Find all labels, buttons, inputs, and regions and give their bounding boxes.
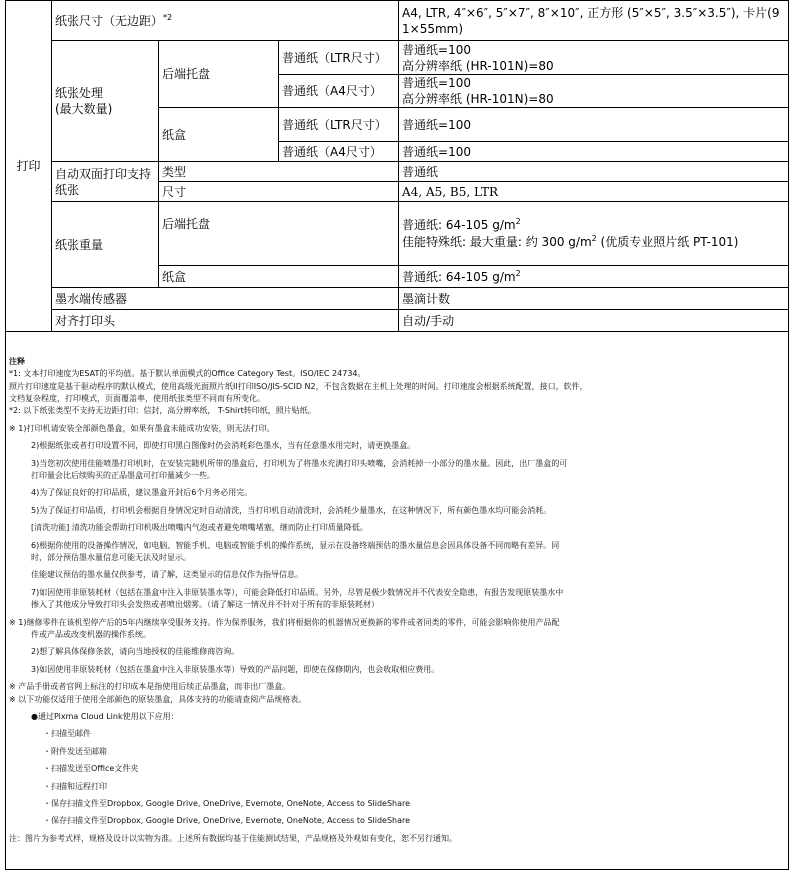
note-line: ・扫描至邮件 <box>43 729 91 739</box>
weight-rear-label: 后端托盘 <box>159 202 399 266</box>
note-line: ・扫描发送至Office文件夹 <box>43 764 139 774</box>
cass-a4-label: 普通纸（A4尺寸） <box>279 142 399 162</box>
plain-ltr-label: 普通纸（LTR尺寸） <box>279 41 399 75</box>
row-duplex-type <box>6 162 789 182</box>
note-line: 佳能建议预估的墨水量仅供参考，请了解，这类显示的信息仅作为指导信息。 <box>31 570 303 580</box>
plain-a4-label: 普通纸（A4尺寸） <box>279 75 399 108</box>
note-line: 6)根据你使用的设备操作情况，如电脑、智能手机、电脑或智能手机的操作系统，显示在设备终端预估的墨水量信息会因具体设备不同而略有差异。同 <box>31 540 560 550</box>
note-line: ●通过Pixma Cloud Link使用以下应用： <box>31 712 179 722</box>
spec-table <box>5 0 789 870</box>
note-line: ※ 1)打印机请安装全部颜色墨盒，如果有墨盒未能成功安装，则无法打印。 <box>9 423 275 433</box>
note-line: 5)为了保证打印品质，打印机会根据自身情况定时自动清洗，当打印机自动清洗时，会消耗少量墨水，在这种情况下，所有颜色墨水均可能会消耗。 <box>31 505 552 515</box>
note-line: 文档复杂程度，打印模式，页面覆盖率，使用纸张类型不同而有所变化。 <box>9 393 265 403</box>
rear-tray-label: 后端托盘 <box>159 41 279 108</box>
note-line: 件或产品或改变机器的操作系统。 <box>31 630 151 640</box>
note-line: ・保存扫描文件至Dropbox, Google Drive, OneDrive, Evernote, OneNote, Access to SlideShare <box>43 799 411 809</box>
row-ink-sensor <box>6 288 789 310</box>
cassette-label: 纸盒 <box>159 108 279 162</box>
row-paper-size <box>6 1 789 41</box>
category-print: 打印 <box>6 1 52 332</box>
duplex-label: 自动双面打印支持纸张 <box>52 162 159 202</box>
align-label: 对齐打印头 <box>52 310 399 332</box>
row-weight-rear <box>6 202 789 266</box>
note-line: *2: 以下纸张类型不支持无边距打印：信封，高分辨率纸， T-Shirt转印纸，照片贴纸。 <box>9 406 316 416</box>
note-line: ・扫描和远程打印 <box>43 781 107 791</box>
paper-handling-label: 纸张处理 (最大数量) <box>52 41 159 162</box>
ink-sensor-label: 墨水端传感器 <box>52 288 399 310</box>
duplex-type-label: 类型 <box>159 162 399 182</box>
note-line: 3)当您初次使用佳能喷墨打印机时，在安装完随机所带的墨盒后，打印机为了将墨水充满打印头喷嘴，会消耗掉一小部分的墨水量。因此，出厂墨盒的可 <box>31 458 568 468</box>
note-line: 注：图片为参考式样，规格及设计以实物为准。上述所有数据均基于佳能测试结果，产品规格及外观如有变化，恕不另行通知。 <box>9 833 457 843</box>
note-line: [清洗功能] 清洗功能会帮助打印机吸出喷嘴内气泡或者避免喷嘴堵塞，继而防止打印质量降低。 <box>31 523 368 533</box>
rear-a4-value: 普通纸=100 高分辨率纸 (HR-101N)=80 <box>399 75 789 108</box>
weight-cass-value: 普通纸: 64-105 $g/m^2$ <box>399 266 789 288</box>
note-line: 打印量会比后续购买的正品墨盒可打印量减少一些。 <box>31 470 215 480</box>
paper-size-value: A4, LTR, 4″×6″, 5″×7″, 8″×10″, 正方形 (5″×5″, 3.5″×3.5″), 卡片(91×55mm) <box>399 1 789 41</box>
duplex-size-label: 尺寸 <box>159 182 399 202</box>
note-line: 2)想了解具体保修条款，请向当地授权的佳能维修商咨询。 <box>31 647 240 657</box>
note-line: *1: 文本打印速度为ESAT的平均值。基于默认单面模式的Office Category Test。ISO/IEC 24734。 <box>9 369 366 379</box>
note-line: 4)为了保证良好的打印品质，建议墨盒开封后6个月务必用完。 <box>31 488 253 498</box>
note-line: ※ 产品手册或者官网上标注的打印成本是指使用后续正品墨盒，而非出厂墨盒。 <box>9 682 291 692</box>
note-line: ※ 以下功能仅适用于使用全部颜色的原装墨盒，具体支持的功能请查阅产品规格表。 <box>9 694 307 704</box>
note-line: 掺入了其他成分导致打印头会发热或者喷出烟雾。（请了解这一情况并不针对于所有的非原装耗材） <box>31 600 379 610</box>
note-line: 7)如因使用非原装耗材（包括在墨盒中注入非原装墨水等），可能会降低打印品质。另外，尽管是极少数情况并不代表安全隐患，有报告发现原装墨水中 <box>31 587 564 597</box>
row-rear-ltr <box>6 41 789 75</box>
row-notes <box>6 332 789 870</box>
cass-a4-value: 普通纸=100 <box>399 142 789 162</box>
note-line: 3)如因使用非原装耗材（包括在墨盒中注入非原装墨水等）导致的产品问题，即使在保修期内，也会收取相应费用。 <box>31 664 440 674</box>
weight-rear-value: 普通纸: 64-105 $g/m^2$ 佳能特殊纸: 最大重量: 约 300 $g/m^2$ (优质专业照片纸 PT-101) <box>399 202 789 266</box>
cass-ltr-label: 普通纸（LTR尺寸） <box>279 108 399 142</box>
cass-ltr-value: 普通纸=100 <box>399 108 789 142</box>
note-line: ・附件发送至邮箱 <box>43 746 107 756</box>
note-line: 照片打印速度是基于驱动程序的默认模式，使用高级光面照片纸II打印ISO/JIS-SCID N2，不包含数据在主机上处理的时间。打印速度会根据系统配置，接口，软件， <box>9 381 588 391</box>
row-align <box>6 310 789 332</box>
align-value: 自动/手动 <box>399 310 789 332</box>
weight-cass-label: 纸盒 <box>159 266 399 288</box>
duplex-type-value: 普通纸 <box>399 162 789 182</box>
note-line: 2)根据纸张或者打印设置不同，即使打印黑白图像时仍会消耗彩色墨水，当有任意墨水用完时，请更换墨盒。 <box>31 441 416 451</box>
paper-size-label: 纸张尺寸（无边距）$^{*2}$ <box>52 1 399 41</box>
weight-label: 纸张重量 <box>52 202 159 288</box>
ink-sensor-value: 墨滴计数 <box>399 288 789 310</box>
notes-title: 注释 <box>9 356 25 366</box>
note-line: 时，部分预估墨水量信息可能无法及时显示。 <box>31 552 191 562</box>
note-line: ・保存扫描文件至Dropbox, Google Drive, OneDrive, Evernote, OneNote, Access to SlideShare <box>43 816 411 826</box>
rear-ltr-value: 普通纸=100 高分辨率纸 (HR-101N)=80 <box>399 41 789 75</box>
note-line: ※ 1)继修零件在该机型停产后的5年内继续享受服务支持。作为保养服务，我们将根据你的机器情况更换新的零件或者同类的零件，可能会影响你使用产品配 <box>9 617 560 627</box>
notes-cell <box>6 332 789 870</box>
duplex-size-value: A4, A5, B5, LTR <box>399 182 789 202</box>
